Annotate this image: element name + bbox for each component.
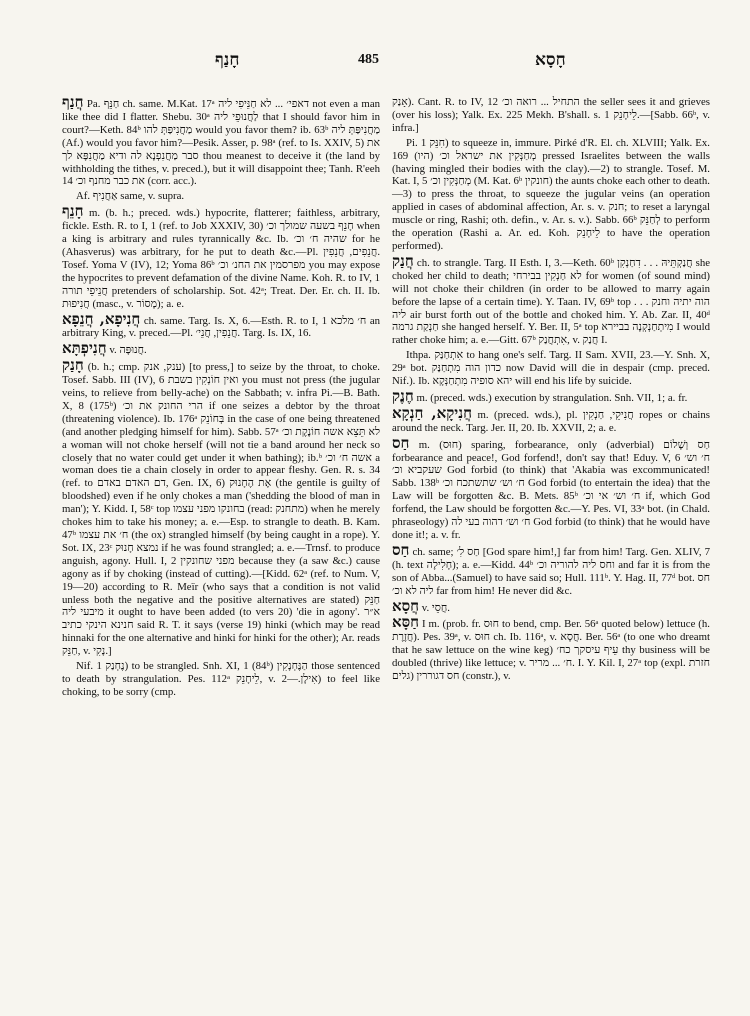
dictionary-entry [392, 403, 710, 435]
running-head [0, 50, 750, 76]
right-column [392, 96, 710, 685]
left-running-headword: חָנַף [215, 50, 240, 70]
dictionary-entry [392, 137, 710, 253]
entry-headword: חֲנִיקָא, חַנְקָא [392, 403, 472, 422]
entry-body: v. חֲסֵי. [421, 601, 450, 614]
entry-headword: חֲסָא [392, 596, 420, 615]
entry-body: m. (preced. wds.) execution by strangulation. Snh. VII, 1; a. fr. [416, 391, 688, 404]
entry-body: v. חֲנוּפָּה. [109, 344, 147, 357]
entry-body: m. (b. h.; preced. wds.) hypocrite, flatterer; faithless, arbitrary, fickle. Esth. R. to I, 1 (ref. to Job XXXIV, 30) חָנֵף בשעה שמולך וכ׳ when a king is arbitrary and rules tyrannically &c. Ib. שהיה ח׳ וכ׳ for he (Ahasverus) was arbitrary, for he put to death &c.—Pl. חֲנֵפִים, חֲנֵפִין. Tosef. Yoma V (IV), 12; Yoma 86ᵇ מפרסמין את החנ׳ וכ׳ you may expose the hypocrites to prevent defamation of the divine Name. Koh. R. to IV, 1 חֲנֵיפֵי תורה pretenders of scholarship. Sot. 42ᵃ; Treat. Der. Er. ch. II. Ib. חֲנִיפוּת (masc., v. מָסוֹר); a. e. [62, 207, 381, 310]
dictionary-entry [62, 356, 381, 658]
entry-headword: חַס [392, 433, 410, 452]
dictionary-entry [392, 386, 710, 405]
dictionary-entry [62, 660, 380, 699]
dictionary-entry [392, 96, 710, 135]
dictionary-entry [62, 93, 381, 188]
entry-headword: חֲנַק [392, 251, 414, 270]
page-number: 485 [358, 52, 379, 67]
entry-body: Pa. חַנֵּף ch. same. M.Kat. 17ᵃ דאפי׳ ... לא חַנֵּיפִי ליה not even a man like thee did I flatter. Shebu. 30ᵃ לַחֲנוּפֵי ליה that I should favor him in court?—Keth. 84ᵇ מַחֲנִיפַּתְּ להו would you favor them? ib. 63ᵇ מַחֲנִיפַּתְּ ליה (Af.) would you favor him?—Pesik. Asser, p. 98ᵃ (ref. to Is. XXIV, 5) את סבר מַחֲנִפְנָא לה ודיא מַחֲנִפָּא לך thou meanest to deceive it (the land by withholding the tithes, v. preced.), but it will disappoint thee; Tanh. R'eeh 14 את כבר מחנף וכ׳ (corr. acc.). [62, 98, 381, 188]
entry-body: ch. to strangle. Targ. II Esth. I, 3.—Keth. 60ᵇ חֲנַקְתֵּיהּ . . . דִחַנְקִן she choked her child to death; לא חַנְקִין בבירחי for women (of sound mind) will not choke their children (in order to be allowed to marry again before the lapse of a certain time). Y. Taan. IV, 69ᵇ top . . . הוה יתיה וחנק ליה air burst forth out of the bottle and choked him. Y. Ab. Zar. II, 40ᵈ חַנְקַת גרמה she hanged herself. Y. Ber. II, 5ᵃ top מִיתְחַנְקְנָה בביירא I would rather choke him; a. e.—Gitt. 67ᵇ אִתְחֲנַק, v. חֲנַק I. [392, 256, 711, 347]
dictionary-entry [62, 309, 381, 341]
entry-body: m. (preced. wds.), pl. חֲנִיקֵי, חַנְקִין ropes or chains around the neck. Targ. Jer. II, 20. Ib. XXVII, 2; a. e. [392, 408, 710, 434]
entry-headword: חָנֵף [62, 202, 84, 221]
dictionary-entry [392, 540, 711, 598]
entry-body: Ithpa. אִתְחַנַּק to hang one's self. Targ. II Sam. XVII, 23.—Y. Snh. X, 29ᵃ bot. כדון הוה מִתְחַנַּק now David will die in despair (cmp. preced. Nif.). Ib. יהא סופיה מִתְחַנְּקָא will end his life by suicide. [392, 349, 710, 388]
entry-headword: חַסָּא [392, 613, 420, 632]
dictionary-entry [62, 190, 380, 203]
right-running-headword: חָסָא [535, 50, 566, 70]
entry-body: Af. אַחֲנִיף same, v. supra. [76, 190, 185, 203]
entry-headword: חֲנַף [62, 93, 84, 111]
entry-headword: חֶנֶק [392, 386, 414, 405]
entry-body: m. (חוּס) sparing, forbearance, only (adverbial) חַס וְשָׁלוֹם forbearance and peace!, God forfend!, don't say that! Eduy. V, 6 ח׳ וש׳ שעקביא וכ׳ God forbid (to think) that 'Akabia was excommunicated! Sabb. 138ᵇ ח׳ וש׳ שתשתכח וכ׳ God forbid (to entertain the idea) that the Law will be forgotten &c. B. Mets. 85ᵇ ח׳ וש׳ אי וכ׳ if, which God forfend, the Law should be forgotten &c.—Y. Pes. VI, 33ᵃ bot. (in Chald. phraseology) ח׳ וש׳ דהוה בעי לה God forbid (to think) that he would have done it!; a. v. fr. [392, 438, 710, 541]
entry-body: Nif. נֶחְנַק 1) to be strangled. Snh. XI, 1 (84ᵇ) הַנֶּחְנָקִין those sentenced to death by strangulation. Pes. 112ᵃ לֵיחָנֵק, v. אִילָן.—2) to feel like choking, to be sorry (cmp. [62, 660, 380, 698]
dictionary-entry [62, 202, 381, 310]
left-column [62, 93, 381, 701]
entry-body: אָנַק). Cant. R. to IV, 12 התחיל ... רואה וכ׳ the seller sees it and grieves (over his loss); Yalk. Ex. 225 Mekh. B'shall. s. 1 לֵיחָנֵק.—[Sabb. 66ᵇ, v. infra.] [392, 96, 710, 134]
dictionary-entry [392, 251, 711, 347]
entry-headword: חַס [392, 540, 410, 559]
entry-headword: חֲנִיפְתָּא [62, 339, 107, 358]
dictionary-entry [62, 339, 380, 358]
dictionary-entry [392, 596, 710, 615]
entry-headword: חֲנִיפָא, חֲנֵפָא [62, 309, 141, 328]
dictionary-entry [392, 349, 710, 388]
dictionary-entry [392, 613, 711, 683]
entry-body: I m. (prob. fr. חוּס to bend, cmp. Ber. 56ᵃ quoted below) lettuce (h. חֲזֶרֶת). Pes. 39ᵃ, v. חוּס ch. Ib. 116ᵃ, v. חֲסָא. Ber. 56ᵃ (to one who dreamt that he saw lettuce on the wine keg) עֵיף עיסקך כח׳ thy business will be doubled (thrive) like lettuce; v. ח׳ ... מריר. I. Y. Kil. I, 27ᵃ top (expl. חזרת גלים) חס דגוררין (constr.), v. [392, 618, 711, 683]
entry-headword: חָנַק [62, 356, 84, 375]
entry-body: ch. same. Targ. Is. X, 6.—Esth. R. to I, 1 ח׳ מלכא an arbitrary King, v. preced.—Pl. חֲנֵפִין, חֲנֵי׳. Targ. Is. IX, 16. [62, 314, 381, 340]
entry-body: Pi. חִנֵּק 1) to squeeze in, immure. Pirké d'R. El. ch. XLVIII; Yalk. Ex. 169 (היו) מְחַנְּקִין את ישראל וכ׳ pressed Israelites between the walls (having mingled their bodies with the clay).—2) to strangle. Tosef. M. Kat. I, 5 מְחַנְּקִין וכ׳ (M. Kat. 6ᵇ חונקין) the aunts choke each other to death.—3) to press the throat, to squeeze the jugular veins (an operation applied in cases of abdominal affection, Ar. s. v. חנק; to reset a laryngal muscle or ring, Rashi; oth. defin., v. Ar. s. v.). Sabb. 66ᵇ לְחַנֵּק to perform the operation (Rashi a. Ar. ed. Koh. לֵיחָנֵק to have the operation performed). [392, 136, 710, 252]
entry-body: ch. same; חַס לִ׳ [God spare him!,] far from him! Targ. Gen. XLIV, 7 (h. text חָלִילָה); a. e.—Kidd. 44ᵇ וחס ליה להוריה וכ׳ and far it is from the son of Abba...(Samuel) to have said so; Hull. 111ᵇ. Y. Hag. II, 77ᵈ bot. חס ליה לא וכ׳ far from him! He never did &c. [392, 545, 711, 597]
dictionary-entry [392, 433, 710, 542]
entry-body: (b. h.; cmp. ענק, אנק) [to press,] to seize by the throat, to choke. Tosef. Sabb. III (IV), 6 ואין חוֹנְקִין בשבת you must not press (the jugular veins, to relieve from belly-ache) on the Sabbath; v. infra Pi.—B. Bath. X, 8 (175ᵇ) הרי החונק את וכ׳ if one seizes a debtor by the throat (threatening violence). Ib. 176ᵃ בְּחוֹנֵק in the case of one being threatened (and another pledging himself for him). Sabb. 57ᵃ לא תֵּצֵא אשה חוֹנֶקֶת וכ׳ a woman will not choke herself (will not tie a band around her neck so closely that no water could get under it when bathing); ib.ᵇ אשה ח׳ וכ׳ a woman does tie a chain closely in order to appear fleshy. Gen. R. s. 34 (ref. to דם האדם באדם, Gen. IX, 6) אֶת הֶחָנוּק (the gentile is guilty of bloodshed) even if he only chokes a man ('shedding the blood of man in man'); Y. Kidd. I, 58ᶜ top בחונקו מפני עצמו (read: מתחנק) when he merely chokes him to take his money; a. e.—Esp. to strangle to death. B. Kam. 47ᵇ ח׳ את עצמו (the ox) strangled himself (by being caught in a rope). Y. Sot. IX, 23ᶜ נמצא חָנוּק if he was found strangled; a. e.—Trnsf. to produce anguish, agony. Hull. I, 2 מפני שחונקין because they (a saw &c.) cause agony as if by choking (instead of cutting).—[Kidd. 62ᵃ (ref. to Num. V, 19—20) according to R. Meïr (who says that a condition is not valid unless both the negative and the positive alternatives are stated) חַנֵּק מיבעי ליה it ought to have been added (to vers 20) 'die in agony'. א״ר חנינא הינקי כתיב said R. T. it says (verse 19) hinki (which may be read hinnaki for the one alternative and hinki for hinki for the other); Ar. reads חַנֵּק, v. נָקִי.] [62, 361, 381, 658]
